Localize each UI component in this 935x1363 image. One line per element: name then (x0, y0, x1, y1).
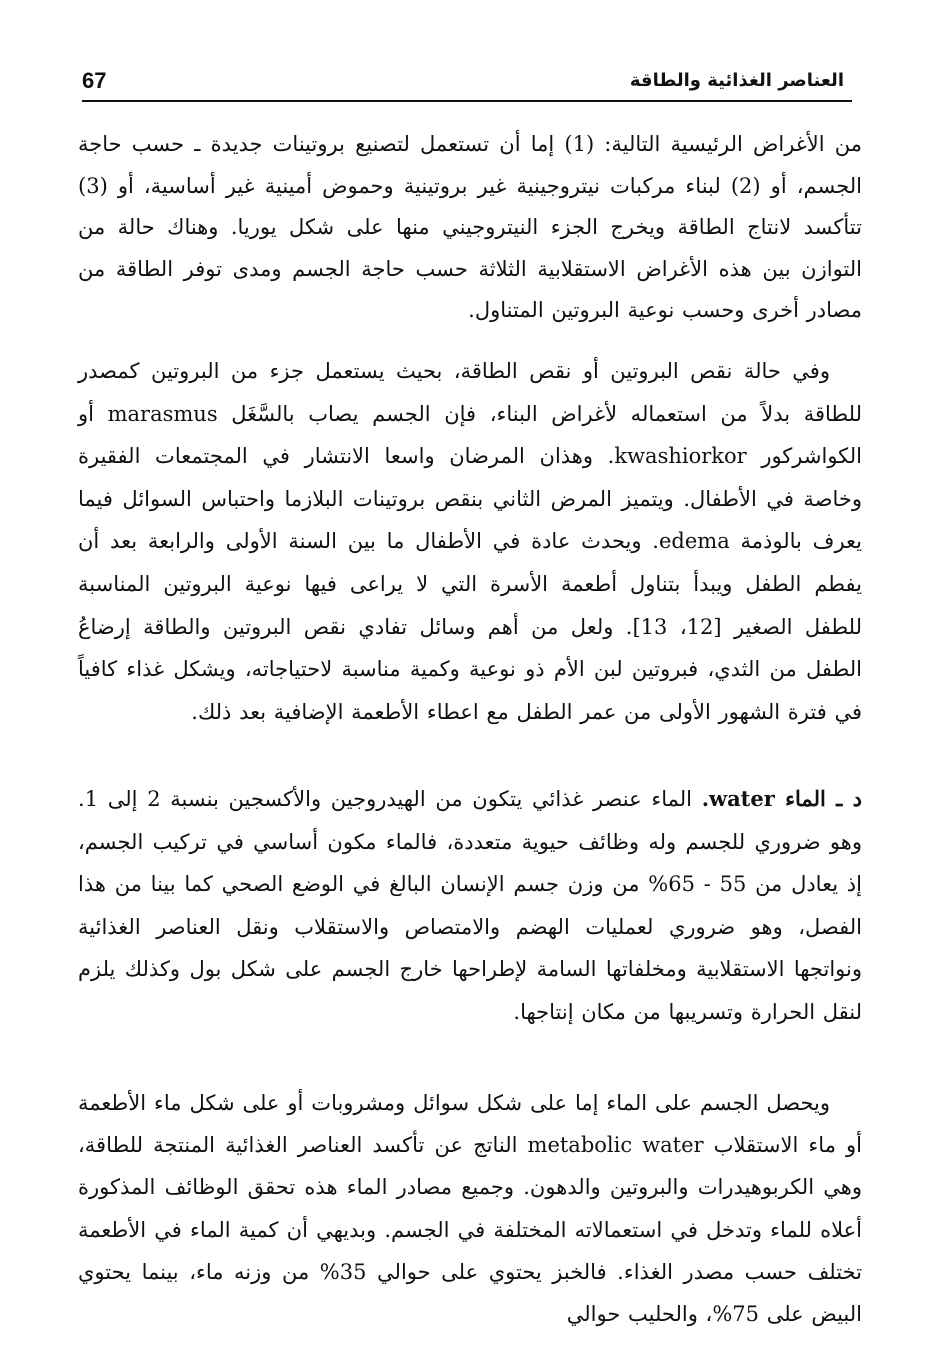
page-number: 67 (82, 68, 107, 93)
paragraph-protein-deficiency (78, 350, 862, 733)
paragraph-water (78, 778, 862, 1033)
paragraph-text (78, 778, 862, 1033)
paragraph-protein-purposes (78, 124, 862, 332)
paragraph-body: الماء عنصر غذائي يتكون من الهيدروجين والأكسجين بنسبة 2 إلى 1. وهو ضروري للجسم وله وظائف حيوية متعددة، فالماء مكون أساسي في تركيب الجسم، إذ يعادل من 55 - 65% من وزن جسم الإنسان البالغ في الوضع الصحي كما بينا من هذا الفصل، وهو ضروري لعمليات الهضم والامتصاص والاستقلاب ونقل العناصر الغذائية ونواتجها الاستقلابية ومخلفاتها السامة لإطراحها خارج الجسم على شكل بول وكذلك يلزم لنقل الحرارة وتسريبها من مكان إنتاجها. (78, 787, 862, 1024)
paragraph-text: وفي حالة نقص البروتين أو نقص الطاقة، بحيث يستعمل جزء من البروتين كمصدر للطاقة بدلاً من استعماله لأغراض البناء، فإن الجسم يصاب بالسَّغَل marasmus أو الكواشركور kwashiorkor. وهذان المرضان واسعا الانتشار في المجتمعات الفقيرة وخاصة في الأطفال. ويتميز المرض الثاني بنقص بروتينات البلازما واحتباس السوائل فيما يعرف بالوذمة edema. ويحدث عادة في الأطفال ما بين السنة الأولى والرابعة بعد أن يفطم الطفل ويبدأ بتناول أطعمة الأسرة التي لا يراعى فيها نوعية البروتين المناسبة للطفل الصغير [12، 13]. ولعل من أهم وسائل تفادي نقص البروتين والطاقة إرضاعُ الطفل من الثدي، فبروتين لبن الأم ذو نوعية وكمية مناسبة لاحتياجاته، ويشكل غذاء كافياً في فترة الشهور الأولى من عمر الطفل مع اعطاء الأطعمة الإضافية بعد ذلك. (78, 359, 863, 724)
paragraph-text: ويحصل الجسم على الماء إما على شكل سوائل ومشروبات أو على شكل ماء الأطعمة أو ماء الاستقلاب metabolic water الناتج عن تأكسد العناصر الغذائية المنتجة للطاقة، وهي الكربوهيدرات والبروتين والدهون. وجميع مصادر الماء هذه تحقق الوظائف المذكورة أعلاه للماء وتدخل في استعمالاته المختلفة في الجسم. وبديهي أن كمية الماء في الأطعمة تختلف حسب مصدر الغذاء. فالخبز يحتوي على حوالي 35% من وزنه ماء، بينما يحتوي البيض على 75%، والحليب حوالي (78, 1091, 862, 1327)
paragraph-text: من الأغراض الرئيسية التالية: (1) إما أن تستعمل لتصنيع بروتينات جديدة ـ حسب حاجة الجسم، أو (2) لبناء مركبات نيتروجينية غير بروتينية وحموض أمينية غير أساسية، أو (3) تتأكسد لانتاج الطاقة ويخرج الجزء النيتروجيني منها على شكل يوريا. وهناك حالة من التوازن بين هذه الأغراض الاستقلابية الثلاثة حسب حاجة الجسم ومدى توفر الطاقة من مصادر أخرى وحسب نوعية البروتين المتناول. (78, 132, 863, 322)
running-title: العناصر الغذائية والطاقة (629, 70, 844, 91)
section-heading-water: د ـ الماء water. (701, 786, 862, 811)
paragraph-water-sources (78, 1082, 862, 1335)
running-header (82, 66, 852, 102)
